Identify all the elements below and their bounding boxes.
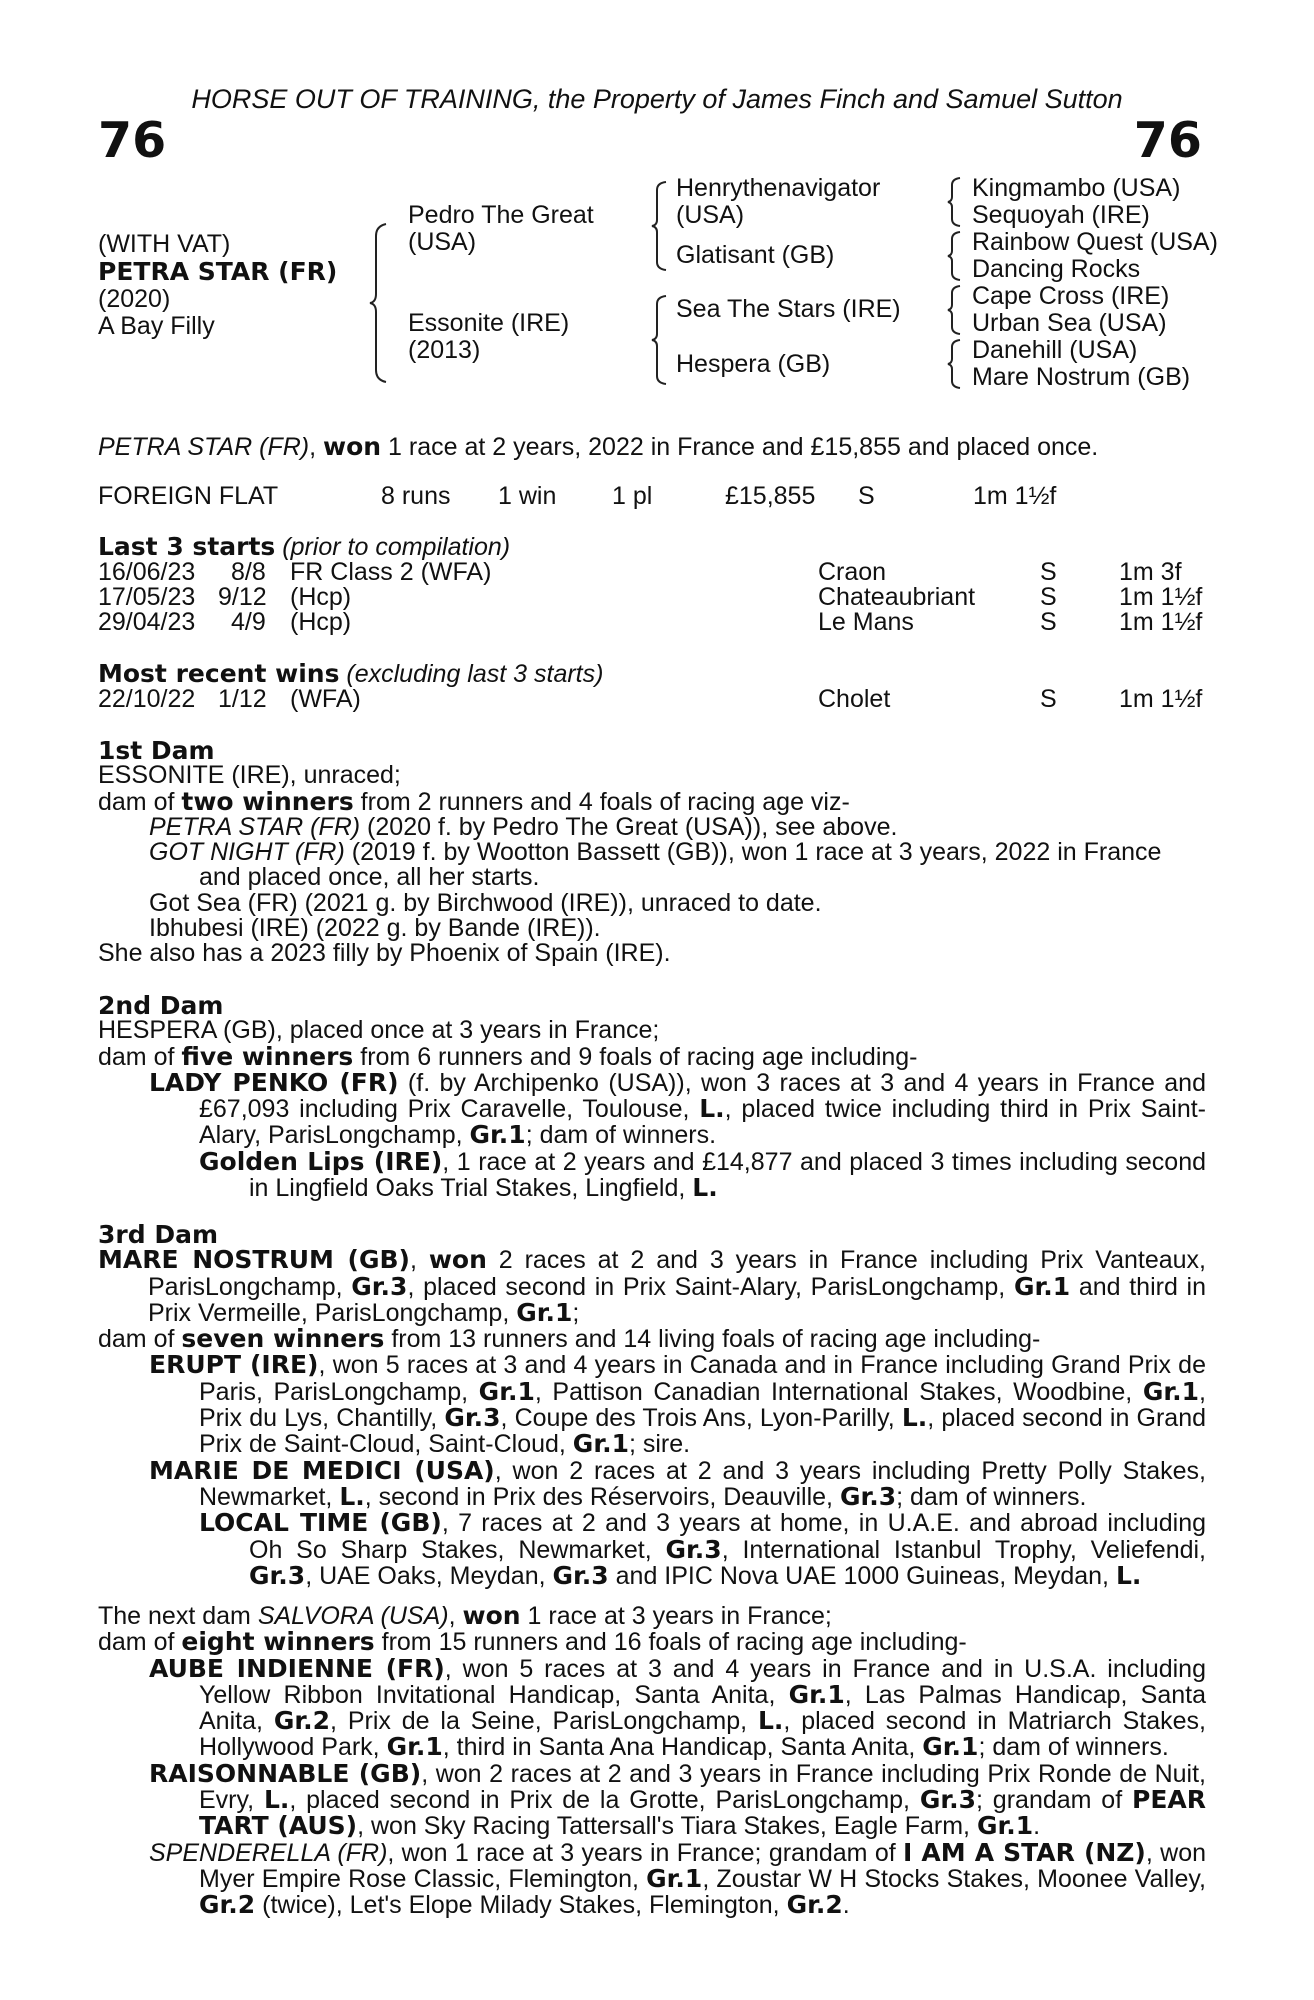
most-recent-wins: Most recent wins (excluding last 3 starts) 22/10/22 1/12 (WFA) Cholet S 1m 1½f xyxy=(98,661,1206,712)
brace-ggp-1 xyxy=(946,176,964,228)
next-dam-section: The next dam SALVORA (USA), won 1 race at 3 years in France; dam of eight winners from 15 runners and 16 foals of racing age including- AUBE INDIENNE (FR), won 5 races at 3 and 4 years in France and in U.S.A. including Yellow Ribbon Invitational Handicap, Santa Anita, Gr.1, Las Palmas Handicap, Santa Anita, Gr.2, Prix de la Seine, ParisLongchamp, L., placed second in Matriarch Stakes, Hollywood Park, Gr.1, third in Santa Ana Handicap, Santa Anita, Gr.1; dam of winners. RAISONNABLE (GB), won 2 races at 2 and 3 years in France including Prix Ronde de Nuit, Evry, L., placed second in Prix de la Grotte, ParisLongchamp, Gr.3; grandam of PEAR TART (AUS), won Sky Racing Tattersall's Tiara Stakes, Eagle Farm, Gr.1. SPENDERELLA (FR), won 1 race at 3 years in France; grandam of I AM A STAR (NZ), won Myer Empire Rose Classic, Flemington, Gr.1, Zoustar W H Stocks Stakes, Moonee Valley, Gr.2 (twice), Let's Elope Milady Stakes, Flemington, Gr.2. xyxy=(98,1601,1207,1920)
section-heading: 1st Dam xyxy=(98,736,215,765)
record-line: FOREIGN FLAT 8 runs 1 win 1 pl £15,855 S 1m 1½f xyxy=(98,482,1057,510)
lot-number-right: 76 xyxy=(1133,112,1202,169)
ggp-6: Urban Sea (USA) xyxy=(972,309,1167,337)
pedigree-ggp xyxy=(972,175,1218,391)
table-row: 16/06/23 8/8 FR Class 2 (WFA) Craon S 1m 3f xyxy=(98,558,1182,587)
horse-description: A Bay Filly xyxy=(98,312,215,340)
gs1-country: (USA) xyxy=(676,201,745,229)
brace-ggp-3 xyxy=(946,284,964,336)
ggp-4: Dancing Rocks xyxy=(972,255,1141,283)
table-row: 29/04/23 4/9 (Hcp) Le Mans S 1m 1½f xyxy=(98,608,1203,637)
pedigree-gd1: Glatisant (GB) xyxy=(676,241,835,269)
dam-year: (2013) xyxy=(408,336,481,364)
sire-name: Pedro The Great xyxy=(408,201,594,229)
ggp-5: Cape Cross (IRE) xyxy=(972,282,1170,310)
table-row: 22/10/22 1/12 (WFA) Cholet S 1m 1½f xyxy=(98,685,1203,714)
horse-year: (2020) xyxy=(98,285,171,313)
pedigree-dam xyxy=(408,310,569,364)
section-heading: 3rd Dam xyxy=(98,1220,218,1249)
brace-main xyxy=(368,222,390,384)
ggp-3: Rainbow Quest (USA) xyxy=(972,228,1218,256)
second-dam-section: 2nd Dam HESPERA (GB), placed once at 3 years in France; dam of five winners from 6 runners and 9 foals of racing age including- LADY PENKO (FR) (f. by Archipenko (USA)), won 3 races at 3 and 4 years in France and £67,093 including Prix Caravelle, Toulouse, L., placed twice including third in Prix Saint-Alary, ParisLongchamp, Gr.1; dam of winners. Golden Lips (IRE), 1 race at 2 years and £14,877 and placed 3 times including second in Lingfield Oaks Trial Stakes, Lingfield, L. xyxy=(98,991,1206,1203)
section-heading: 2nd Dam xyxy=(98,991,224,1020)
ggp-1: Kingmambo (USA) xyxy=(972,174,1181,202)
third-dam-section: 3rd Dam MARE NOSTRUM (GB), won 2 races at 2 and 3 years in France including Prix Vanteaux, ParisLongchamp, Gr.3, placed second in Prix Saint-Alary, ParisLongchamp, Gr.1 and third in Prix Vermeille, ParisLongchamp, Gr.1; dam of seven winners from 13 runners and 14 living foals of racing age including- ERUPT (IRE), won 5 races at 3 and 4 years in Canada and in France including Grand Prix de Paris, ParisLongchamp, Gr.1, Pattison Canadian International Stakes, Woodbine, Gr.1, Prix du Lys, Chantilly, Gr.3, Coupe des Trois Ans, Lyon-Parilly, L., placed second in Grand Prix de Saint-Cloud, Saint-Cloud, Gr.1; sire. MARIE DE MEDICI (USA), won 2 races at 2 and 3 years including Pretty Polly Stakes, Newmarket, L., second in Prix des Réservoirs, Deauville, Gr.3; dam of winners. LOCAL TIME (GB), 7 races at 2 and 3 years at home, in U.A.E. and abroad including Oh So Sharp Stakes, Newmarket, Gr.3, International Istanbul Trophy, Veliefendi, Gr.3, UAE Oaks, Meydan, Gr.3 and IPIC Nova UAE 1000 Guineas, Meydan, L. xyxy=(98,1220,1207,1590)
pedigree-gs1 xyxy=(676,175,880,229)
gs1-name: Henrythenavigator xyxy=(676,174,881,202)
ggp-8: Mare Nostrum (GB) xyxy=(972,363,1191,391)
lot-number-left: 76 xyxy=(98,112,167,169)
table-row: 17/05/23 9/12 (Hcp) Chateaubriant S 1m 1½f xyxy=(98,583,1203,612)
brace-ggp-2 xyxy=(946,230,964,282)
last-3-starts: Last 3 starts (prior to compilation) 16/06/23 8/8 FR Class 2 (WFA) Craon S 1m 3f 17/05/23 9/12 (Hcp) Chateaubriant S 1m 1½f 29/04/23 4/9 (Hcp) Le Mans S 1m 1½f xyxy=(98,534,1206,635)
race-summary: PETRA STAR (FR), won 1 race at 2 years, 2022 in France and £15,855 and placed once. xyxy=(98,432,1099,461)
first-dam-section: 1st Dam ESSONITE (IRE), unraced; dam of two winners from 2 runners and 4 foals of racing age viz- PETRA STAR (FR) (2020 f. by Pedro The Great (USA)), see above. GOT NIGHT (FR) (2019 f. by Wootton Bassett (GB)), won 1 race at 3 years, 2022 in France and placed once, all her starts. Got Sea (FR) (2021 g. by Birchwood (IRE)), unraced to date. Ibhubesi (IRE) (2022 g. by Bande (IRE)). She also has a 2023 filly by Phoenix of Spain (IRE). xyxy=(98,738,1206,967)
brace-dam xyxy=(650,294,670,386)
brace-sire xyxy=(650,180,670,272)
brace-ggp-4 xyxy=(946,338,964,390)
pedigree-gd2: Hespera (GB) xyxy=(676,350,831,378)
pedigree-sire xyxy=(408,202,594,256)
ggp-2: Sequoyah (IRE) xyxy=(972,201,1150,229)
page-header: HORSE OUT OF TRAINING, the Property of James Finch and Samuel Sutton xyxy=(191,84,1123,114)
horse-name: PETRA STAR (FR) xyxy=(98,257,338,286)
pedigree-gs2: Sea The Stars (IRE) xyxy=(676,295,901,323)
sire-country: (USA) xyxy=(408,228,477,256)
vat-label: (WITH VAT) xyxy=(98,230,231,258)
pedigree-horse xyxy=(98,231,337,340)
dam-name: Essonite (IRE) xyxy=(408,309,570,337)
ggp-7: Danehill (USA) xyxy=(972,336,1138,364)
